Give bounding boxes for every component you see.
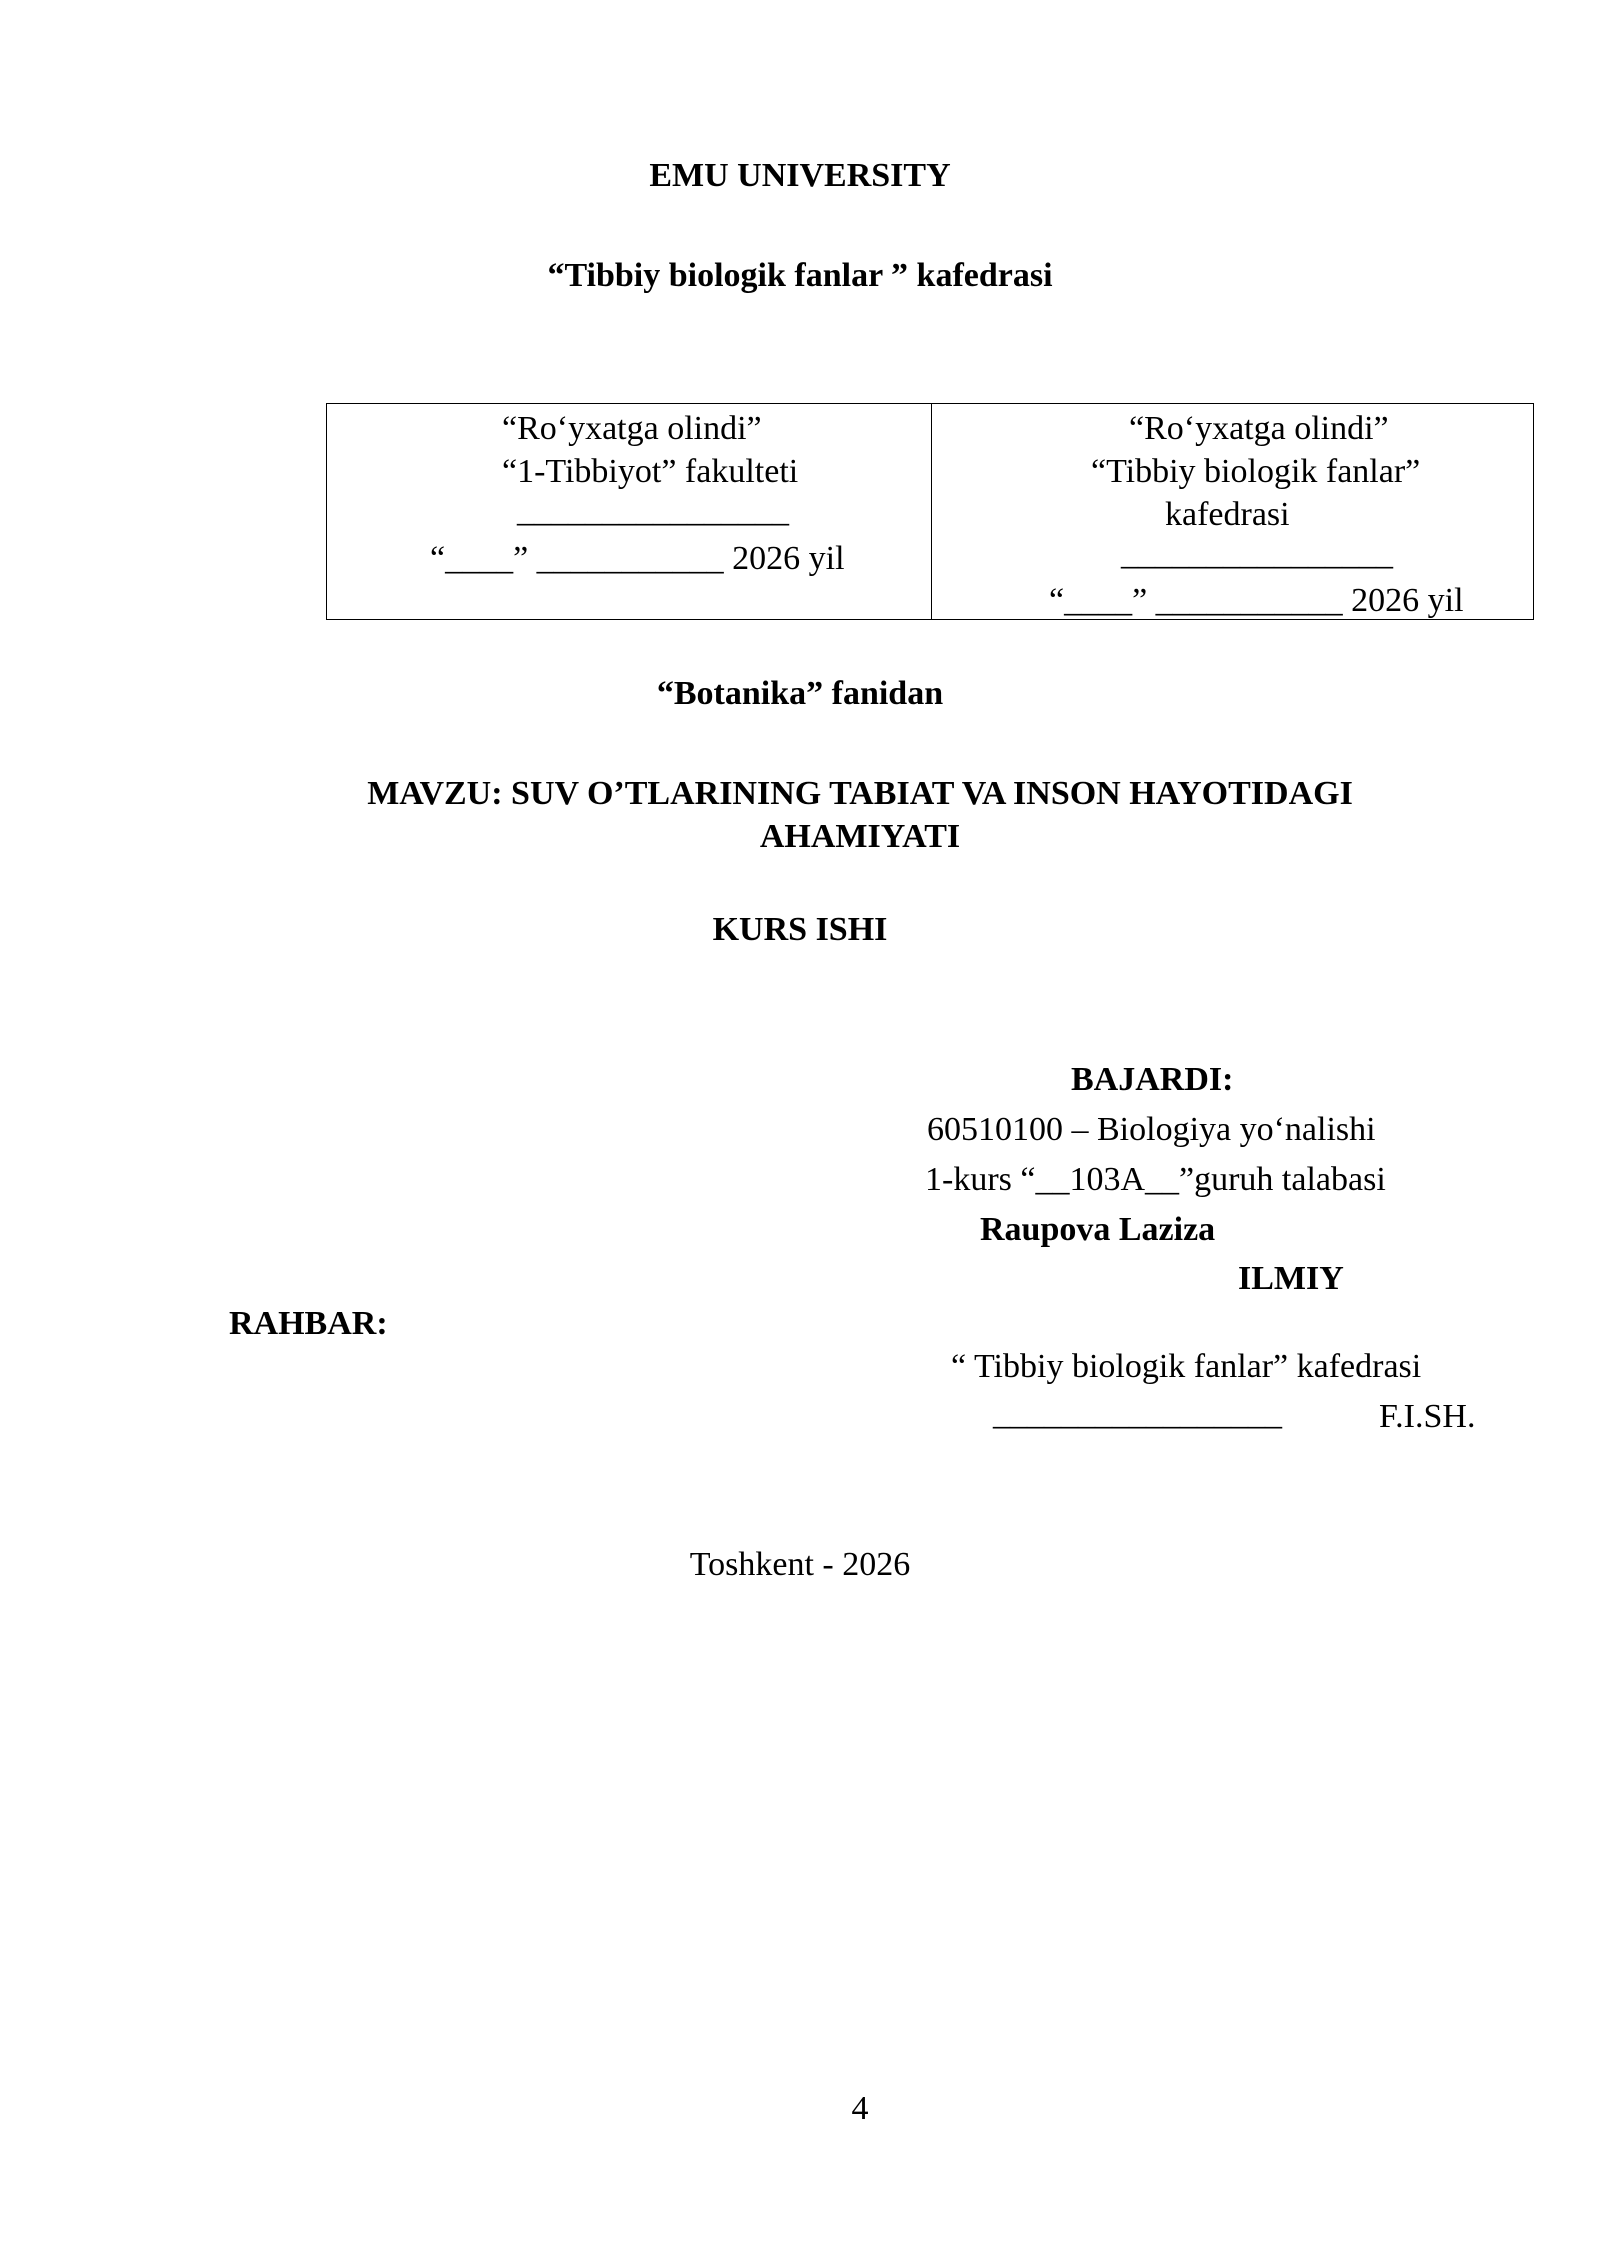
supervisor-signature-line: _________________ [993, 1395, 1282, 1432]
left-faculty-label: “1-Tibbiyot” fakulteti [502, 453, 799, 490]
work-type: KURS ISHI [712, 911, 888, 948]
topic-line-1: MAVZU: SUV O’TLARINING TABIAT VA INSON HAYOTIDAGI [367, 775, 1353, 812]
right-registered-label: “Ro‘yxatga olindi” [1129, 410, 1389, 447]
page-number: 4 [851, 2090, 869, 2127]
left-registered-label: “Ro‘yxatga olindi” [502, 410, 762, 447]
supervisor-heading-left: RAHBAR: [229, 1305, 388, 1342]
left-signature-line: ________________ [517, 492, 789, 529]
performer-group: 1-kurs “__103A__”guruh talabasi [925, 1161, 1386, 1198]
performer-name: Raupova Laziza [980, 1211, 1216, 1248]
right-date-line: “____” ___________ 2026 yil [1049, 582, 1464, 619]
university-name: EMU UNIVERSITY [649, 157, 951, 194]
topic-line-2: AHAMIYATI [759, 818, 961, 855]
registration-table [326, 403, 1534, 620]
left-date-line: “____” ___________ 2026 yil [430, 540, 845, 577]
supervisor-department: “ Tibbiy biologik fanlar” kafedrasi [951, 1348, 1422, 1385]
performer-heading: BAJARDI: [1071, 1061, 1234, 1098]
performer-program: 60510100 – Biologiya yo‘nalishi [927, 1111, 1376, 1148]
table-divider [931, 404, 932, 619]
city-year: Toshkent - 2026 [689, 1546, 911, 1583]
right-signature-line: ________________ [1121, 535, 1393, 572]
supervisor-fish: F.I.SH. [1379, 1398, 1476, 1435]
right-department-label: “Tibbiy biologik fanlar” [1091, 453, 1421, 490]
subject-title: “Botanika” fanidan [656, 675, 944, 712]
department-title: “Tibbiy biologik fanlar ” kafedrasi [547, 257, 1053, 294]
supervisor-heading-right: ILMIY [1238, 1260, 1344, 1297]
right-department-suffix: kafedrasi [1165, 496, 1290, 533]
